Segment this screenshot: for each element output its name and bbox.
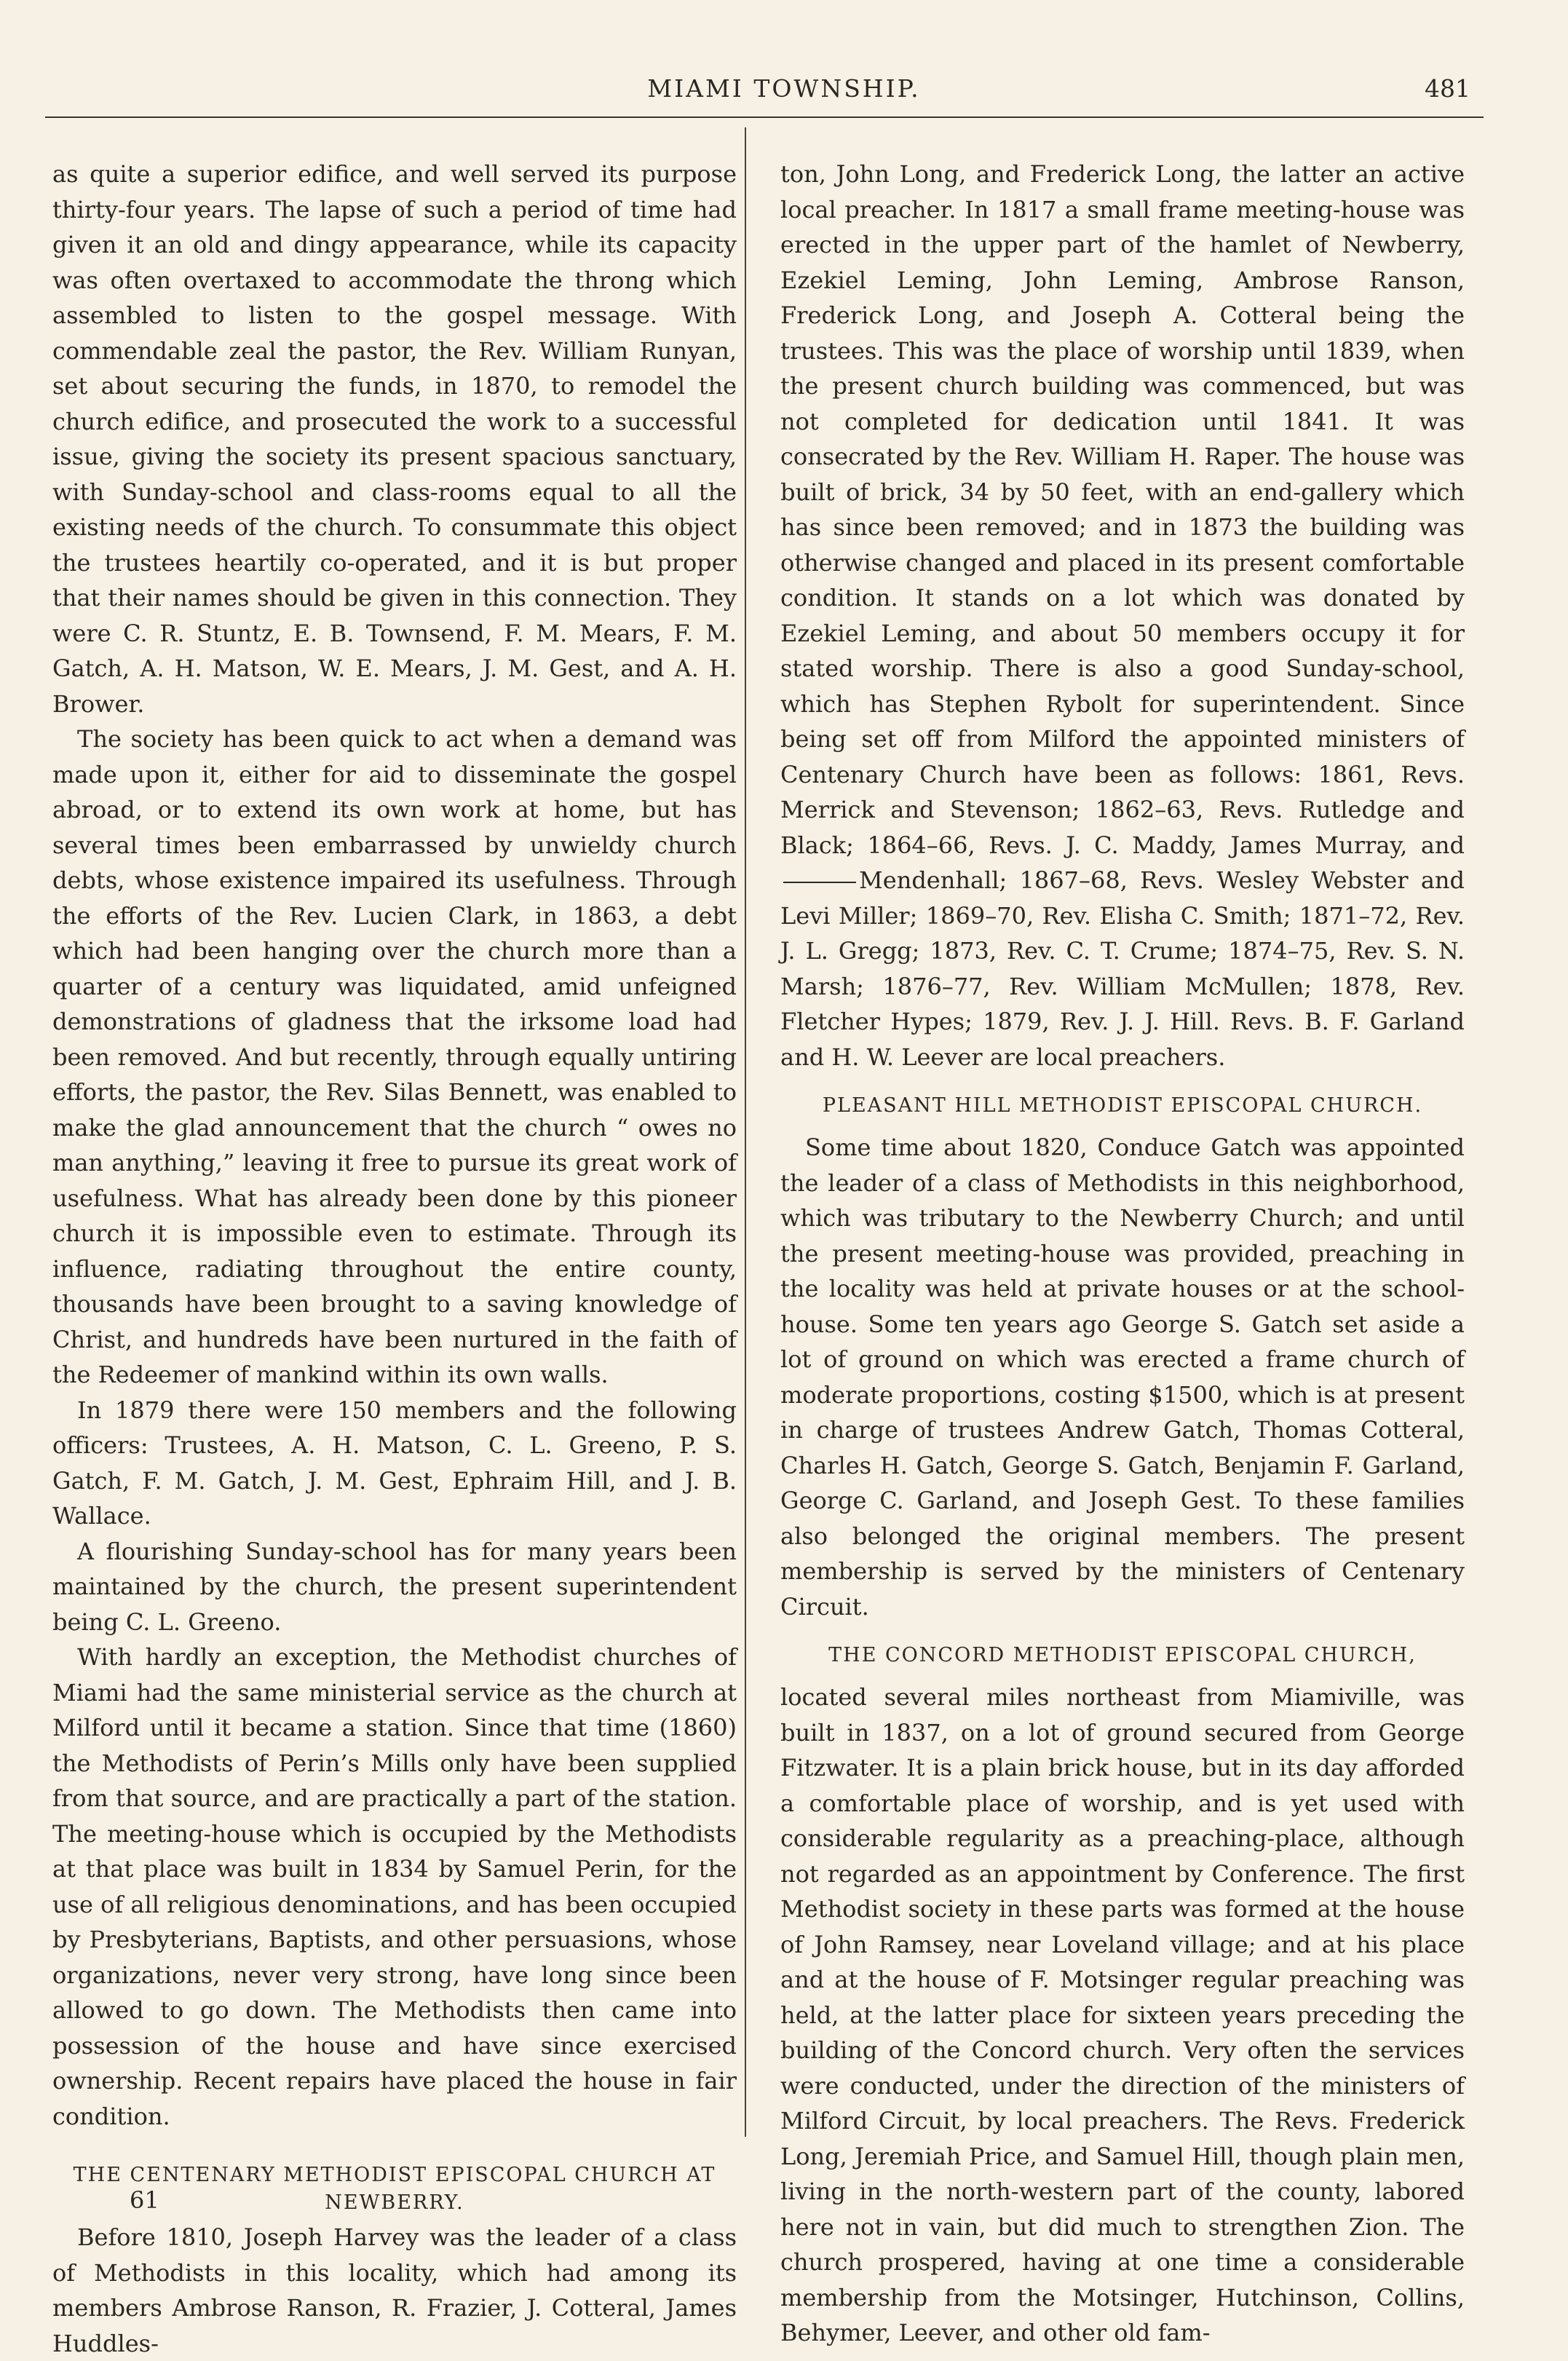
running-head: MIAMI TOWNSHIP.: [647, 74, 921, 103]
section-heading: THE CENTENARY METHODIST EPISCOPAL CHURCH AT NEWBERRY.: [73, 2164, 716, 2214]
section-heading: THE CONCORD METHODIST EPISCOPAL CHURCH,: [828, 1644, 1417, 1666]
paragraph-text: ton, John Long, and Frederick Long, the latter an active local preacher. In 1817 a small frame meeting-house was erected in the upper part of the hamlet of Newberry, Ezekiel Leming, John Leming, Ambrose Ranson, Frederick Long, and Joseph A. Cotteral being the trustees. This was the place of worship until 1839, when the present church building was commenced, but was not completed for dedication until 1841. It was consecrated by the Rev. William H. Raper. The house was built of brick, 34 by 50 feet, with an end-gallery which has since been removed; and in 1873 the building was otherwise changed and placed in its present comfortable condition. It stands on a lot which was donated by Ezekiel Leming, and about 50 members occupy it for stated worship. There is also a good Sunday-school, which has Stephen Rybolt for superintendent. Since being set off from Milford the appointed ministers of Centenary Church have been as follows: 1861, Revs. Merrick and Stevenson; 1862–63, Revs. Rutledge and Black; 1864–66, Revs. J. C. Maddy, James Murray, and: [780, 160, 1465, 859]
right-column: [780, 157, 1465, 2351]
section-heading: PLEASANT HILL METHODIST EPISCOPAL CHURCH.: [822, 1094, 1423, 1117]
paragraph: The society has been quick to act when a demand was made upon it, either for aid to disseminate the gospel abroad, or to extend its own work at home, but has several times been embarrassed by unwieldy church debts, whose existence impaired its usefulness. Through the efforts of the Rev. Lucien Clark, in 1863, a debt which had been hanging over the church more than a quarter of a century was liquidated, amid unfeigned demonstrations of gladness that the irksome load had been removed. And but recently, through equally untiring efforts, the pastor, the Rev. Silas Bennett, was enabled to make the glad announcement that the church “ owes no man anything,” leaving it free to pursue its great work of usefulness. What has already been done by this pioneer church it is impossible even to estimate. Through its influence, radiating throughout the entire county, thousands have been brought to a saving knowledge of Christ, and hundreds have been nurtured in the faith of the Redeemer of mankind within its own walls.: [52, 725, 737, 1388]
paragraph-text: Mendenhall; 1867–68, Revs. Wesley Webster and Levi Miller; 1869–70, Rev. Elisha C. Smith; 1871–72, Rev. J. L. Gregg; 1873, Rev. C. T. Crume; 1874–75, Rev. S. N. Marsh; 1876–77, Rev. William McMullen; 1878, Rev. Fletcher Hypes; 1879, Rev. J. J. Hill. Revs. B. F. Garland and H. W. Leever are local preachers.: [780, 866, 1465, 1071]
page-number: 481: [1425, 74, 1470, 103]
paragraph: A flourishing Sunday-school has for many years been maintained by the church, the present superintendent being C. L. Greeno.: [52, 1537, 737, 1636]
paragraph: Before 1810, Joseph Harvey was the leader of a class of Methodists in this locality, which had among its members Ambrose Ranson, R. Frazier, J. Cotteral, James Huddles-: [52, 2223, 737, 2357]
paragraph: [780, 157, 1465, 1075]
paragraph: With hardly an exception, the Methodist churches of Miami had the same ministerial service as the church at Milford until it became a station. Since that time (1860) the Methodists of Perin’s Mills only have been supplied from that source, and are practically a part of the station. The meeting-house which is occupied by the Methodists at that place was built in 1834 by Samuel Perin, for the use of all religious denominations, and has been occupied by Presbyterians, Baptists, and other persuasions, whose organizations, never very strong, have long since been allowed to go down. The Methodists then came into possession of the house and have since exercised ownership. Recent repairs have placed the house in fair condition.: [52, 1643, 737, 2130]
paragraph: Some time about 1820, Conduce Gatch was appointed the leader of a class of Methodists in this neighborhood, which was tributary to the Newberry Church; and until the present meeting-house was provided, preaching in the locality was held at private houses or at the school-house. Some ten years ago George S. Gatch set aside a lot of ground on which was erected a frame church of moderate proportions, costing $1500, which is at present in charge of trustees Andrew Gatch, Thomas Cotteral, Charles H. Gatch, George S. Gatch, Benjamin F. Garland, George C. Garland, and Joseph Gest. To these families also belonged the original members. The present membership is served by the ministers of Centenary Circuit.: [780, 1134, 1465, 1621]
header-rule: [45, 116, 1484, 118]
blank-dash: [783, 882, 856, 883]
paragraph: In 1879 there were 150 members and the following officers: Trustees, A. H. Matson, C. L. Greeno, P. S. Gatch, F. M. Gatch, J. M. Gest, Ephraim Hill, and J. B. Wallace.: [52, 1396, 737, 1530]
signature-mark: 61: [130, 2186, 159, 2214]
left-column: [52, 157, 737, 2361]
column-divider: [745, 127, 746, 2137]
page-header: [0, 0, 1568, 109]
paragraph: located several miles northeast from Miamiville, was built in 1837, on a lot of ground secured from George Fitzwater. It is a plain brick house, but in its day afforded a comfortable place of worship, and is yet used with considerable regularity as a preaching-place, although not regarded as an appointment by Conference. The first Methodist society in these parts was formed at the house of John Ramsey, near Loveland village; and at his place and at the house of F. Motsinger regular preaching was held, at the latter place for sixteen years preceding the building of the Concord church. Very often the services were conducted, under the direction of the ministers of Milford Circuit, by local preachers. The Revs. Frederick Long, Jeremiah Price, and Samuel Hill, though plain men, living in the north-western part of the county, labored here not in vain, but did much to strengthen Zion. The church prospered, having at one time a considerable membership from the Motsinger, Hutchinson, Collins, Behymer, Leever, and other old fam-: [780, 1683, 1465, 2346]
paragraph: as quite a superior edifice, and well served its purpose thirty-four years. The lapse of such a period of time had given it an old and dingy appearance, while its capacity was often overtaxed to accommodate the throng which assembled to listen to the gospel message. With commendable zeal the pastor, the Rev. William Runyan, set about securing the funds, in 1870, to remodel the church edifice, and prosecuted the work to a successful issue, giving the society its present spacious sanctuary, with Sunday-school and class-rooms equal to all the existing needs of the church. To consummate this object the trustees heartily co-operated, and it is but proper that their names should be given in this connection. They were C. R. Stuntz, E. B. Townsend, F. M. Mears, F. M. Gatch, A. H. Matson, W. E. Mears, J. M. Gest, and A. H. Brower.: [52, 160, 737, 718]
